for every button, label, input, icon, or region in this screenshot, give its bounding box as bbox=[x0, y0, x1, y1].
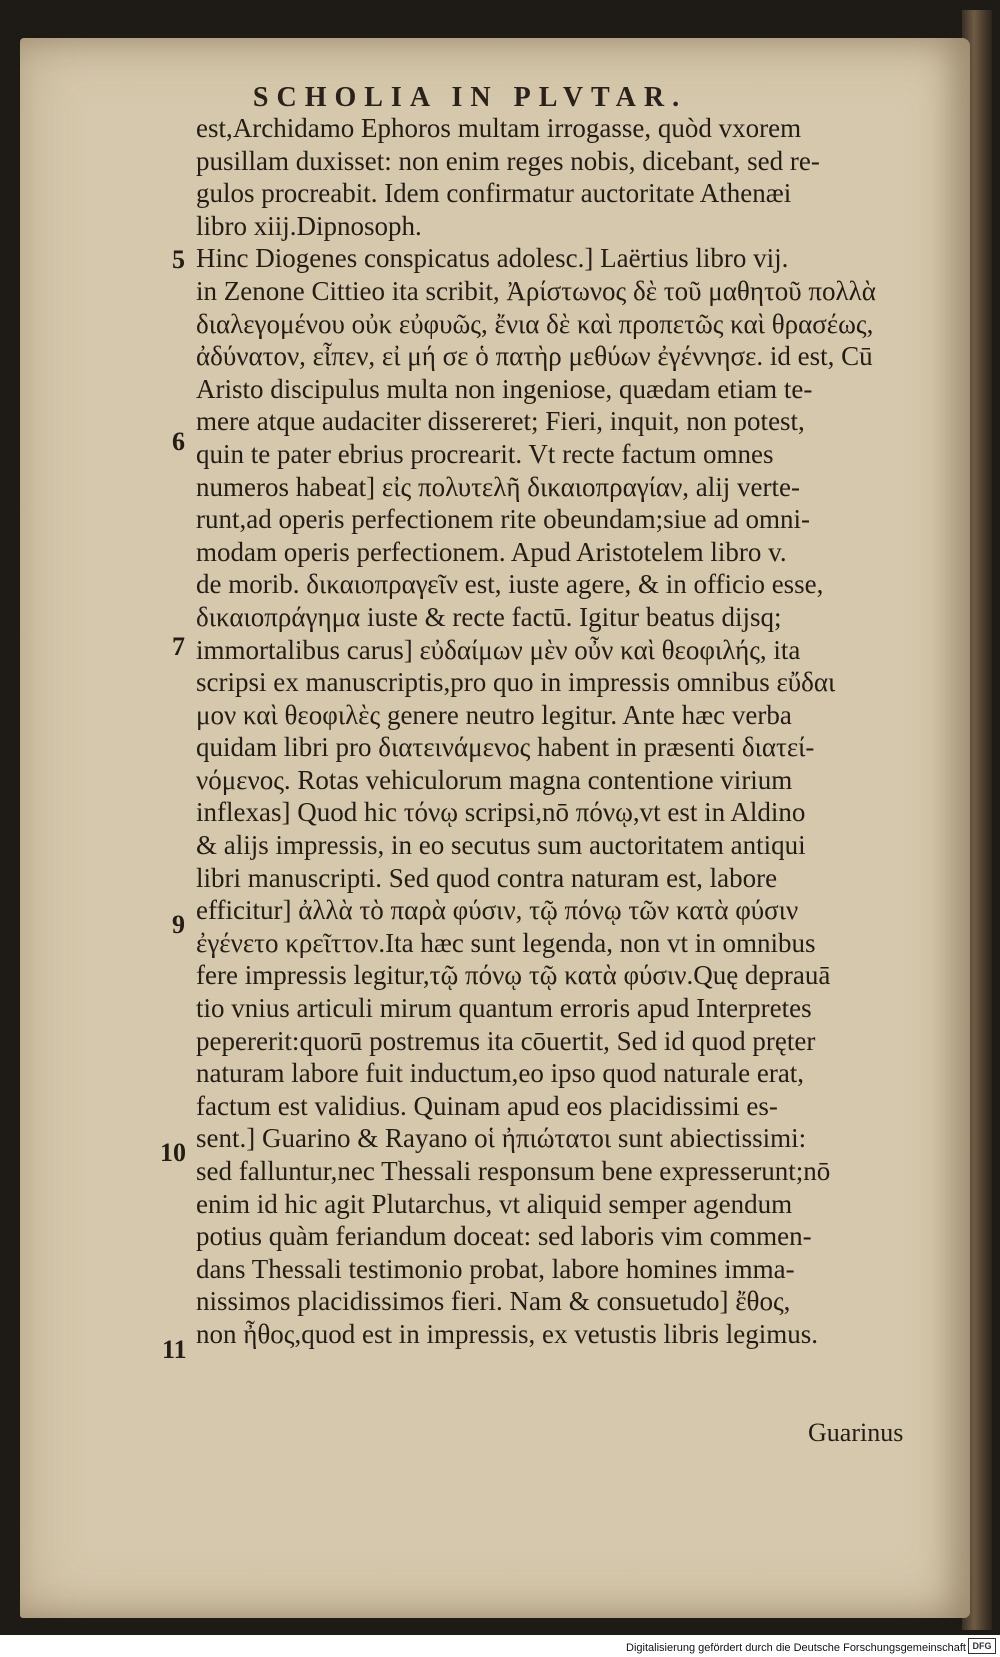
text-line: runt,ad operis perfectionem rite obeundam;siue ad omni- bbox=[196, 504, 811, 535]
text-line: modam operis perfectionem. Apud Aristotelem libro v. bbox=[196, 536, 787, 567]
text-line: enim id hic agit Plutarchus, vt aliquid semper agendum bbox=[196, 1188, 793, 1219]
text-line: libri manuscripti. Sed quod contra naturam est, labore bbox=[196, 862, 778, 893]
text-line: δικαιοπράγημα iuste & recte factū. Igitur beatus dijsq; bbox=[196, 601, 782, 632]
text-line: ἐγένετο κρεῖττον.Ita hæc sunt legenda, non vt in omnibus bbox=[196, 927, 816, 958]
text-line: est,Archidamo Ephoros multam irrogasse, quòd vxorem bbox=[196, 113, 802, 143]
text-line: nissimos placidissimos fieri. Nam & consuetudo] ἔθος, bbox=[196, 1286, 791, 1317]
text-line: inflexas] Quod hic τόνῳ scripsi,nō πόνῳ,vt est in Aldino bbox=[196, 797, 806, 828]
text-line: numeros habeat] εἰς πολυτελῆ δικαιοπραγίαν, alij verte- bbox=[196, 471, 800, 502]
margin-number-7: 7 bbox=[172, 632, 185, 661]
text-line: de morib. δικαιοπραγεῖν est, iuste agere, & in officio esse, bbox=[196, 569, 824, 600]
text-line: Hinc Diogenes conspicatus adolesc.] Laërtius libro vij. bbox=[196, 243, 789, 274]
text-line: ἀδύνατον, εἶπεν, εἰ μή σε ὁ πατὴρ μεθύων ἐγέννησε. id est, Cū bbox=[196, 341, 873, 372]
text-line: μον καὶ θεοφιλὲς genere neutro legitur. Ante hæc verba bbox=[196, 699, 792, 730]
running-head: SCHOLIA IN PLVTAR. bbox=[252, 82, 688, 113]
text-line: sed falluntur,nec Thessali responsum bene expresserunt;nō bbox=[196, 1156, 831, 1186]
footer-credit: Digitalisierung gefördert durch die Deutsche Forschungsgemeinschaft bbox=[626, 1642, 966, 1654]
text-line: tio vnius articuli mirum quantum erroris apud Interpretes bbox=[196, 993, 812, 1024]
text-line: quin te pater ebrius procrearit. Vt recte factum omnes bbox=[196, 438, 774, 469]
text-line: factum est validius. Quinam apud eos placidissimi es- bbox=[196, 1090, 778, 1121]
body-text bbox=[196, 112, 931, 1351]
text-line: διαλεγομένου οὐκ εὐφυῶς, ἔνια δὲ καὶ προπετῶς καὶ θρασέως, bbox=[196, 308, 874, 339]
text-line: Aristo discipulus multa non ingeniose, quædam etiam te- bbox=[196, 373, 813, 404]
margin-number-5: 5 bbox=[172, 245, 185, 274]
text-line: efficitur] ἀλλὰ τὸ παρὰ φύσιν, τῷ πόνῳ τῶν κατὰ φύσιν bbox=[196, 895, 799, 926]
text-line: non ἦθος,quod est in impressis, ex vetustis libris legimus. bbox=[196, 1318, 818, 1349]
catchword: Guarinus bbox=[808, 1418, 904, 1447]
text-line: mere atque audaciter dissereret; Fieri, inquit, non potest, bbox=[196, 406, 805, 437]
dfg-logo-icon: DFG bbox=[968, 1638, 996, 1654]
margin-number-11: 11 bbox=[162, 1335, 187, 1364]
text-line: fere impressis legitur,τῷ πόνῳ τῷ κατὰ φύσιν.Quę deprauā bbox=[196, 960, 831, 991]
text-line: libro xiij.Dipnosoph. bbox=[196, 210, 422, 241]
margin-number-6: 6 bbox=[172, 427, 185, 456]
text-line: scripsi ex manuscriptis,pro quo in impressis omnibus εὔδαι bbox=[196, 667, 836, 698]
text-line: & alijs impressis, in eo secutus sum auctoritatem antiqui bbox=[196, 830, 806, 861]
text-line: νόμενος. Rotas vehiculorum magna contentione virium bbox=[196, 764, 793, 795]
margin-number-10: 10 bbox=[160, 1138, 186, 1167]
text-line: dans Thessali testimonio probat, labore homines imma- bbox=[196, 1253, 795, 1284]
text-line: in Zenone Cittieo ita scribit, Ἀρίστωνος δὲ τοῦ μαθητοῦ πολλὰ bbox=[196, 275, 876, 306]
footer-bar bbox=[0, 1635, 1000, 1657]
text-line: potius quàm feriandum doceat: sed laboris vim commen- bbox=[196, 1221, 812, 1252]
text-line: naturam labore fuit inductum,eo ipso quod naturale erat, bbox=[196, 1058, 805, 1089]
text-line: pusillam duxisset: non enim reges nobis, dicebant, sed re- bbox=[196, 145, 820, 176]
text-line: pepererit:quorū postremus ita cōuertit, Sed id quod pręter bbox=[196, 1025, 816, 1056]
text-line: quidam libri pro διατεινάμενος habent in præsenti διατεί- bbox=[196, 732, 815, 763]
margin-number-9: 9 bbox=[172, 910, 185, 939]
text-line: immortalibus carus] εὐδαίμων μὲν οὖν καὶ θεοφιλής, ita bbox=[196, 634, 801, 665]
text-line: sent.] Guarino & Rayano οἱ ἠπιώτατοι sunt abiectissimi: bbox=[196, 1123, 807, 1154]
text-line: gulos procreabit. Idem confirmatur auctoritate Athenæi bbox=[196, 178, 792, 209]
